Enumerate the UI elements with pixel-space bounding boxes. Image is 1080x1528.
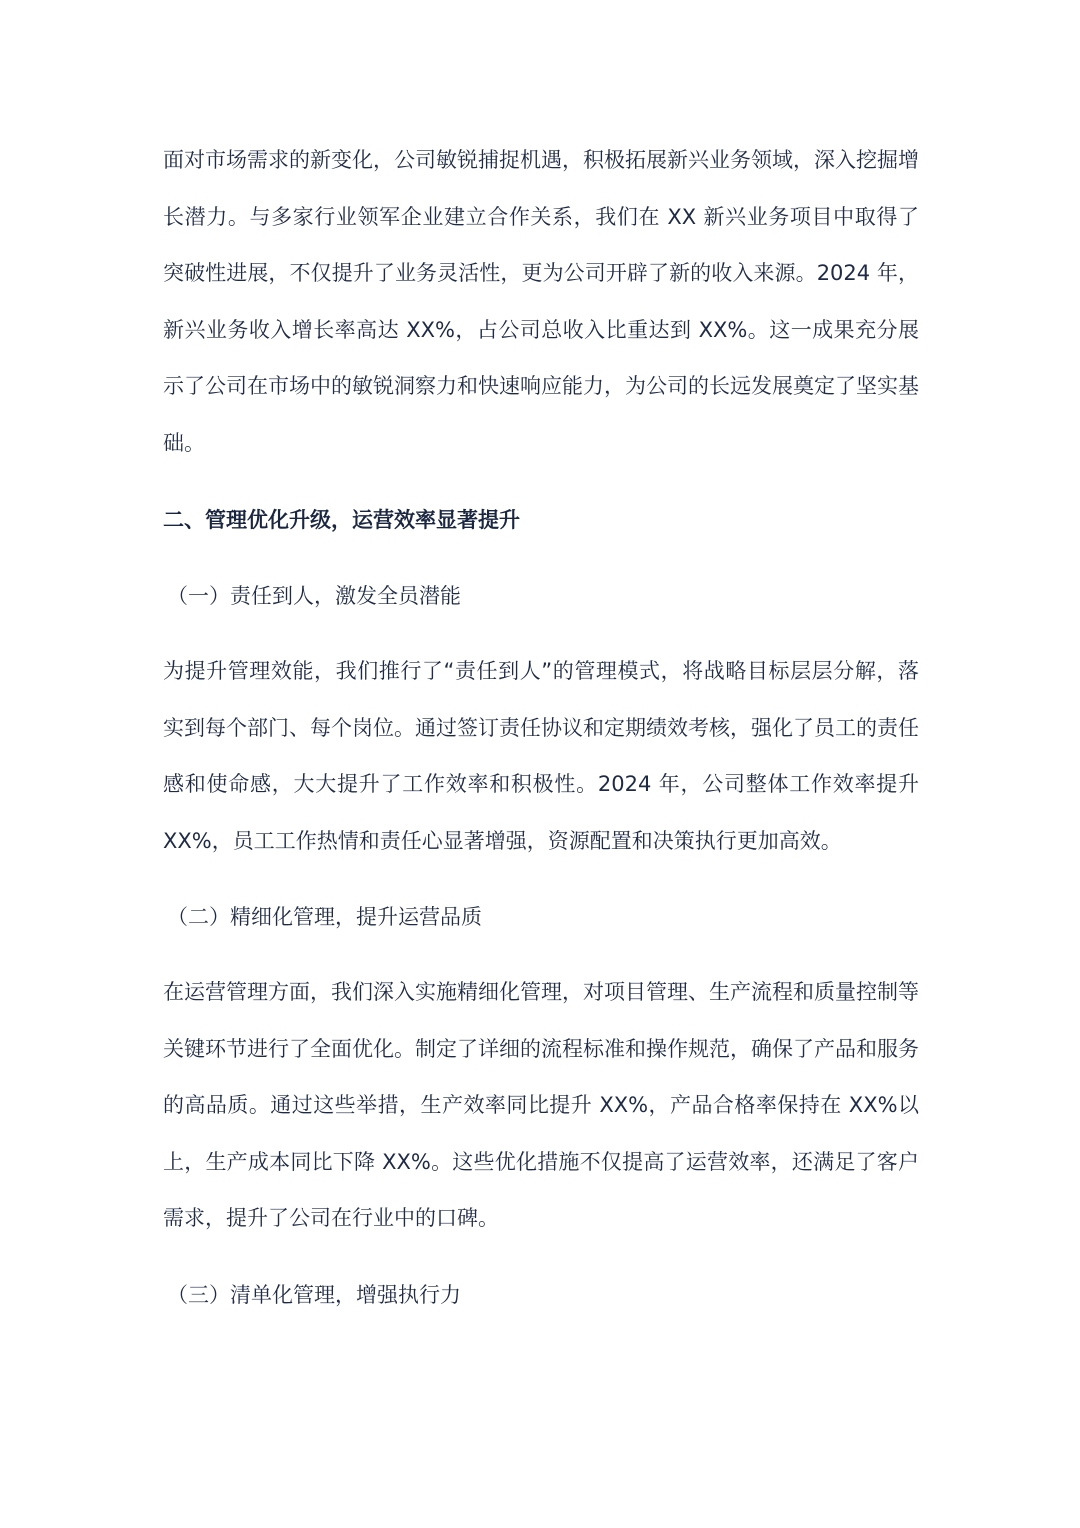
paragraph-refined-management: 在运营管理方面，我们深入实施精细化管理，对项目管理、生产流程和质量控制等关键环节进行了全面优化。制定了详细的流程标准和操作规范，确保了产品和服务的高品质。通过这些举措，生产效率同比提升 XX%，产品合格率保持在 XX%以上，生产成本同比下降 XX%。这些优化措施不仅提高了运营效率，还满足了客户需求，提升了公司在行业中的口碑。 bbox=[163, 980, 919, 1231]
paragraph-responsibility: 为提升管理效能，我们推行了“责任到人”的管理模式，将战略目标层层分解，落实到每个部门、每个岗位。通过签订责任协议和定期绩效考核，强化了员工的责任感和使命感，大大提升了工作效率和积极性。2024 年，公司整体工作效率提升 XX%，员工工作热情和责任心显著增强，资源配置和决策执行更加高效。 bbox=[163, 659, 919, 853]
paragraph-emerging-business: 面对市场需求的新变化，公司敏锐捕捉机遇，积极拓展新兴业务领域，深入挖掘增长潜力。与多家行业领军企业建立合作关系，我们在 XX 新兴业务项目中取得了突破性进展，不仅提升了业务灵活性，更为公司开辟了新的收入来源。2024 年，新兴业务收入增长率高达 XX%，占公司总收入比重达到 XX%。这一成果充分展示了公司在市场中的敏锐洞察力和快速响应能力，为公司的长远发展奠定了坚实基础。 bbox=[163, 148, 919, 455]
section-heading: 二、管理优化升级，运营效率显著提升 bbox=[163, 508, 520, 532]
subsection-heading-checklist-management: （三）清单化管理，增强执行力 bbox=[167, 1283, 461, 1307]
subsection-heading-refined-management: （二）精细化管理，提升运营品质 bbox=[167, 905, 482, 929]
subsection-heading-responsibility: （一）责任到人，激发全员潜能 bbox=[167, 584, 461, 608]
